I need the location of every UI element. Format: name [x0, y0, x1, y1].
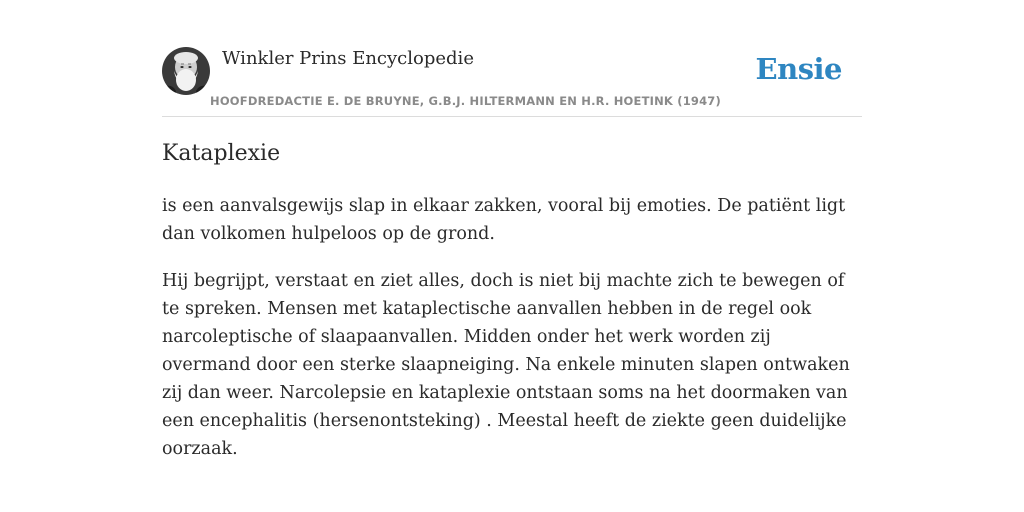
entry-content: [162, 192, 862, 482]
entry-title: Kataplexie: [162, 141, 281, 166]
source-title[interactable]: Winkler Prins Encyclopedie: [222, 48, 474, 69]
source-header: [162, 42, 862, 117]
bearded-man-portrait-icon: [162, 47, 210, 95]
brand-logo-link[interactable]: Ensie: [755, 52, 842, 86]
avatar[interactable]: [162, 47, 210, 95]
entry-paragraph: is een aanvalsgewijs slap in elkaar zakken, vooral bij emoties. De patiënt ligt dan volkomen hulpeloos op de grond.: [162, 196, 846, 244]
entry-paragraph: Hij begrijpt, verstaat en ziet alles, doch is niet bij machte zich te bewegen of te spreken. Mensen met kataplectische aanvallen hebben in de regel ook narcoleptische of slaapaanvallen. Midden onder het werk worden zij overmand door een sterke slaapneiging. Na enkele minuten slapen ontwaken zij dan weer. Narcolepsie en kataplexie ontstaan soms na het doormaken van een encephalitis (hersenontsteking) . Meestal heeft de ziekte geen duidelijke oorzaak.: [162, 271, 850, 459]
editors-line: HOOFDREDACTIE E. DE BRUYNE, G.B.J. HILTERMANN EN H.R. HOETINK (1947): [210, 94, 721, 108]
